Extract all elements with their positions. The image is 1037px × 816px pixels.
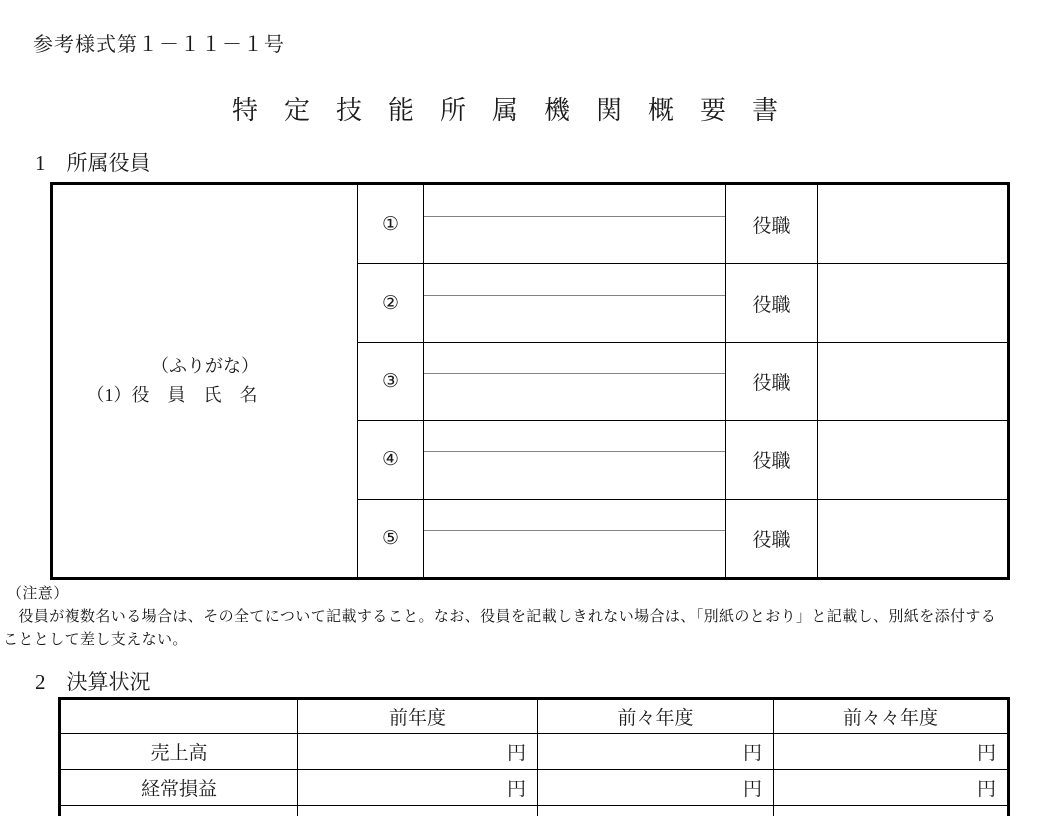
officer-name-cell <box>424 420 726 498</box>
furigana-line <box>424 451 725 452</box>
amount-cell: 円 <box>298 769 538 805</box>
section2-heading: 2 決算状況 <box>35 670 151 694</box>
role-value-cell <box>818 420 1007 498</box>
financial-row-label: 経常損益 <box>61 769 298 805</box>
amount-cell: 円 <box>774 769 1007 805</box>
furigana-line <box>424 295 725 296</box>
furigana-label: （ふりがな） <box>151 356 259 376</box>
furigana-line <box>424 373 725 374</box>
role-value-cell <box>818 342 1007 420</box>
officers-note <box>3 583 1023 652</box>
officer-number-cell: ⑤ <box>358 499 424 577</box>
officer-name-cell <box>424 342 726 420</box>
note-line: 役員が複数名いる場合は、その全てについて記載すること。なお、役員を記載しきれない場合は、「別紙のとおり」と記載し、別紙を添付する <box>3 609 997 625</box>
amount-cell: 円 <box>774 733 1007 769</box>
officer-number-cell: ④ <box>358 420 424 498</box>
officer-name-cell <box>424 263 726 341</box>
financial-partial-row-cell <box>538 805 774 816</box>
officer-name-label: （1）役 員 氏 名 <box>86 385 258 405</box>
role-label-cell: 役職 <box>726 263 818 341</box>
document-title: 特 定 技 能 所 属 機 関 概 要 書 <box>231 96 778 125</box>
officers-table <box>50 182 1010 580</box>
financial-partial-row-cell <box>774 805 1007 816</box>
form-number: 参考様式第１－１１－１号 <box>33 34 285 56</box>
officer-name-cell <box>424 185 726 263</box>
note-line: こととして差し支えない。 <box>3 632 188 648</box>
officer-number-cell: ① <box>358 185 424 263</box>
financial-table <box>58 697 1010 816</box>
financial-partial-row-cell <box>298 805 538 816</box>
financial-column-header: 前々々年度 <box>842 708 938 729</box>
officer-name-header-cell <box>53 185 358 577</box>
role-label-cell: 役職 <box>726 185 818 263</box>
officer-name-cell <box>424 499 726 577</box>
note-heading: （注意） <box>7 586 69 602</box>
amount-cell: 円 <box>298 733 538 769</box>
financial-corner-cell <box>61 700 298 733</box>
financial-partial-row-cell <box>61 805 298 816</box>
role-value-cell <box>818 499 1007 577</box>
financial-column-header: 前々年度 <box>538 700 774 733</box>
amount-cell: 円 <box>538 733 774 769</box>
amount-cell: 円 <box>538 769 774 805</box>
officer-number-cell: ② <box>358 263 424 341</box>
role-label-cell: 役職 <box>726 499 818 577</box>
role-label-cell: 役職 <box>726 342 818 420</box>
officer-number-cell: ③ <box>358 342 424 420</box>
role-label-cell: 役職 <box>726 420 818 498</box>
financial-row-label: 売上高 <box>61 733 298 769</box>
furigana-line <box>424 530 725 531</box>
role-value-cell <box>818 263 1007 341</box>
role-value-cell <box>818 185 1007 263</box>
furigana-line <box>424 216 725 217</box>
financial-column-header: 前年度 <box>298 700 538 733</box>
section1-heading: 1 所属役員 <box>35 151 151 175</box>
